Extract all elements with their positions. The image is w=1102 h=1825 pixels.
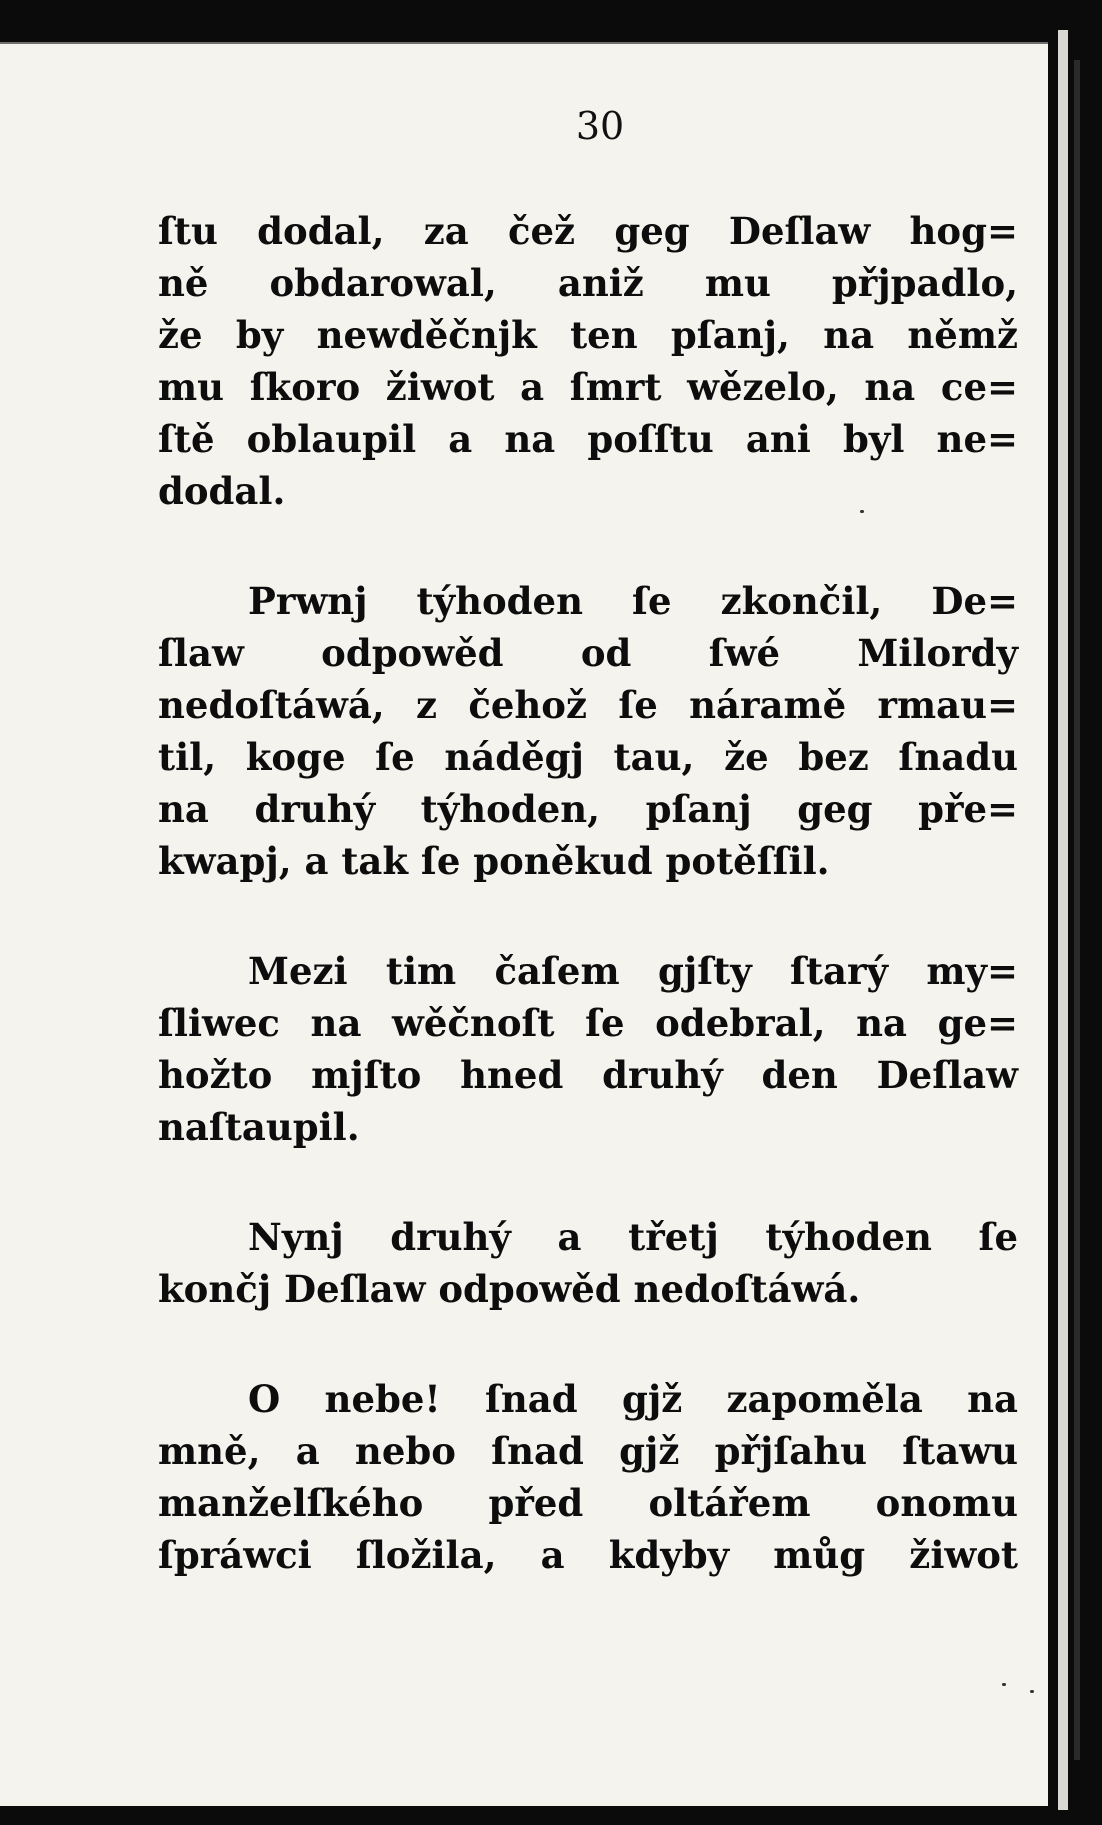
- text-line: že by newděčnjk ten pſanj, na němž: [158, 313, 1018, 357]
- text-line: til, koge ſe náděgj tau, že bez ſnadu: [158, 735, 1018, 779]
- text-line: manželſkého před oltářem onomu: [158, 1481, 1018, 1525]
- text-line: končj Deſlaw odpowěd nedoſtáwá.: [158, 1267, 861, 1311]
- text-line: na druhý týhoden, pſanj geg pře=: [158, 787, 1018, 831]
- paragraph: [158, 1211, 1018, 1315]
- text-line: Mezi tim čaſem gjſty ſtarý my=: [248, 949, 1018, 993]
- text-line: kwapj, a tak ſe poněkud potěſſil.: [158, 839, 830, 883]
- text-line: ſtě oblaupil a na poſſtu ani byl ne=: [158, 417, 1018, 461]
- paragraph: [158, 575, 1018, 887]
- paper-speck: [1030, 1690, 1034, 1693]
- paragraph: [158, 205, 1018, 517]
- paper-speck: [1002, 1683, 1006, 1686]
- body-text: [158, 205, 1018, 1639]
- text-line: naſtaupil.: [158, 1105, 360, 1149]
- text-line: Nynj druhý a třetj týhoden ſe: [248, 1215, 1018, 1259]
- text-line: mu ſkoro žiwot a ſmrt wězelo, na ce=: [158, 365, 1018, 409]
- binding-shadow: [1074, 60, 1080, 1760]
- text-line: ſlaw odpowěd od ſwé Milordy: [158, 631, 1018, 675]
- text-line: nedoſtáwá, z čehož ſe náramě rmau=: [158, 683, 1018, 727]
- text-line: dodal.: [158, 469, 286, 513]
- page-number: 30: [575, 104, 625, 148]
- paragraph: [158, 1373, 1018, 1581]
- text-line: hožto mjſto hned druhý den Deſlaw: [158, 1053, 1018, 1097]
- paper-speck: [860, 510, 864, 513]
- text-line: ſliwec na wěčnoſt ſe odebral, na ge=: [158, 1001, 1018, 1045]
- text-line: Prwnj týhoden ſe zkončil, De=: [248, 579, 1018, 623]
- text-line: ně obdarowal, aniž mu přjpadlo,: [158, 261, 1018, 305]
- paragraph: [158, 945, 1018, 1153]
- text-line: ſpráwci ſložila, a kdyby můg žiwot: [158, 1533, 1018, 1577]
- text-line: mně, a nebo ſnad gjž přjſahu ſtawu: [158, 1429, 1018, 1473]
- text-line: ſtu dodal, za čež geg Deſlaw hog=: [158, 209, 1018, 253]
- binding-gutter: [1058, 30, 1068, 1810]
- text-line: O nebe! ſnad gjž zapoměla na: [248, 1377, 1018, 1421]
